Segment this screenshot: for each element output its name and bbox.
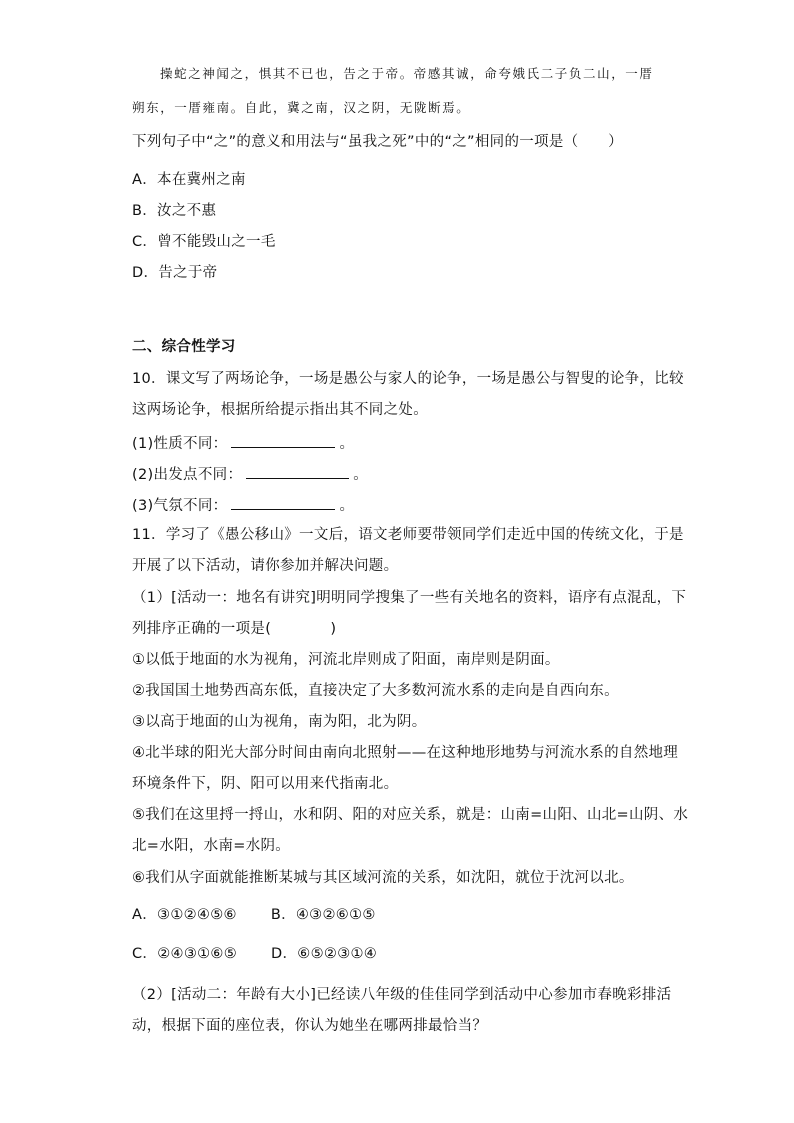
q11-choices-row-1 bbox=[132, 905, 376, 925]
statement-2: ②我国国土地势西高东低，直接决定了大多数河流水系的走向是自西向东。 bbox=[132, 683, 619, 699]
q9-option-a[interactable]: A．本在冀州之南 bbox=[132, 172, 246, 188]
q11-choice-b[interactable]: B．④③②⑥①⑤ bbox=[270, 907, 376, 923]
q9-option-c[interactable]: C．曾不能毁山之一毛 bbox=[132, 234, 276, 250]
q10-item-2-label: (2)出发点不同： bbox=[132, 467, 243, 483]
q10-item-3-end: 。 bbox=[339, 498, 355, 514]
statement-5-line-1: ⑤我们在这里捋一捋山，水和阴、阳的对应关系，就是：山南=山阳、山北=山阴、水 bbox=[132, 807, 689, 823]
q10-line-2: 这两场论争，根据所给提示指出其不同之处。 bbox=[132, 402, 428, 418]
q11-part2-line-1: （2）[活动二：年龄有大小]已经读八年级的佳佳同学到活动中心参加市春晚彩排活 bbox=[132, 987, 672, 1003]
q11-line-2: 开展了以下活动，请你参加并解决问题。 bbox=[132, 558, 399, 574]
q10-item-2 bbox=[132, 463, 368, 485]
statement-3: ③以高于地面的山为视角，南为阳，北为阴。 bbox=[132, 714, 427, 730]
q11-choice-a[interactable]: A．③①②④⑤⑥ bbox=[132, 907, 237, 923]
q10-item-3-label: (3)气氛不同： bbox=[132, 498, 228, 514]
answer-blank-2[interactable] bbox=[246, 463, 349, 479]
q9-option-b[interactable]: B．汝之不惠 bbox=[132, 203, 217, 219]
statement-4-line-1: ④北半球的阳光大部分时间由南向北照射——在这种地形地势与河流水系的自然地理 bbox=[132, 745, 679, 761]
q10-item-1-end: 。 bbox=[339, 436, 355, 452]
q9-option-d[interactable]: D．告之于帝 bbox=[132, 265, 218, 281]
answer-blank-3[interactable] bbox=[231, 494, 335, 510]
q11-line-1: 11．学习了《愚公移山》一文后，语文老师要带领同学们走近中国的传统文化，于是 bbox=[132, 527, 684, 543]
q10-item-1 bbox=[132, 432, 354, 454]
answer-blank-1[interactable] bbox=[231, 432, 335, 448]
section-heading: 二、综合性学习 bbox=[132, 339, 236, 355]
statement-5-line-2: 北=水阳，水南=水阴。 bbox=[132, 838, 291, 854]
q11-part1-line-2: 列排序正确的一项是( ) bbox=[132, 621, 337, 637]
q11-choice-c[interactable]: C．②④③①⑥⑤ bbox=[132, 946, 238, 962]
q10-item-3 bbox=[132, 494, 354, 516]
passage-line-1: 操蛇之神闻之，惧其不已也，告之于帝。帝感其诚，命夸娥氏二子负二山，一厝 bbox=[160, 66, 654, 81]
statement-6: ⑥我们从字面就能推断某城与其区域河流的关系，如沈阳，就位于沈河以北。 bbox=[132, 870, 634, 886]
q10-line-1: 10．课文写了两场论争，一场是愚公与家人的论争，一场是愚公与智叟的论争，比较 bbox=[132, 371, 684, 387]
q9-stem: 下列句子中“之”的意义和用法与“虽我之死”中的“之”相同的一项是（ ） bbox=[132, 134, 623, 150]
q11-choices-row-2 bbox=[132, 944, 377, 964]
passage-line-2: 朔东，一厝雍南。自此，冀之南，汉之阴，无陇断焉。 bbox=[132, 100, 471, 115]
q10-item-1-label: (1)性质不同： bbox=[132, 436, 228, 452]
q11-part2-line-2: 动，根据下面的座位表，你认为她坐在哪两排最恰当？ bbox=[132, 1018, 488, 1034]
q10-item-2-end: 。 bbox=[353, 467, 369, 483]
q11-part1-line-1: （1）[活动一：地名有讲究]明明同学搜集了一些有关地名的资料，语序有点混乱，下 bbox=[132, 590, 687, 606]
statement-1: ①以低于地面的水为视角，河流北岸则成了阳面，南岸则是阴面。 bbox=[132, 652, 560, 668]
statement-4-line-2: 环境条件下，阴、阳可以用来代指南北。 bbox=[132, 776, 399, 792]
q11-choice-d[interactable]: D．⑥⑤②③①④ bbox=[271, 946, 378, 962]
